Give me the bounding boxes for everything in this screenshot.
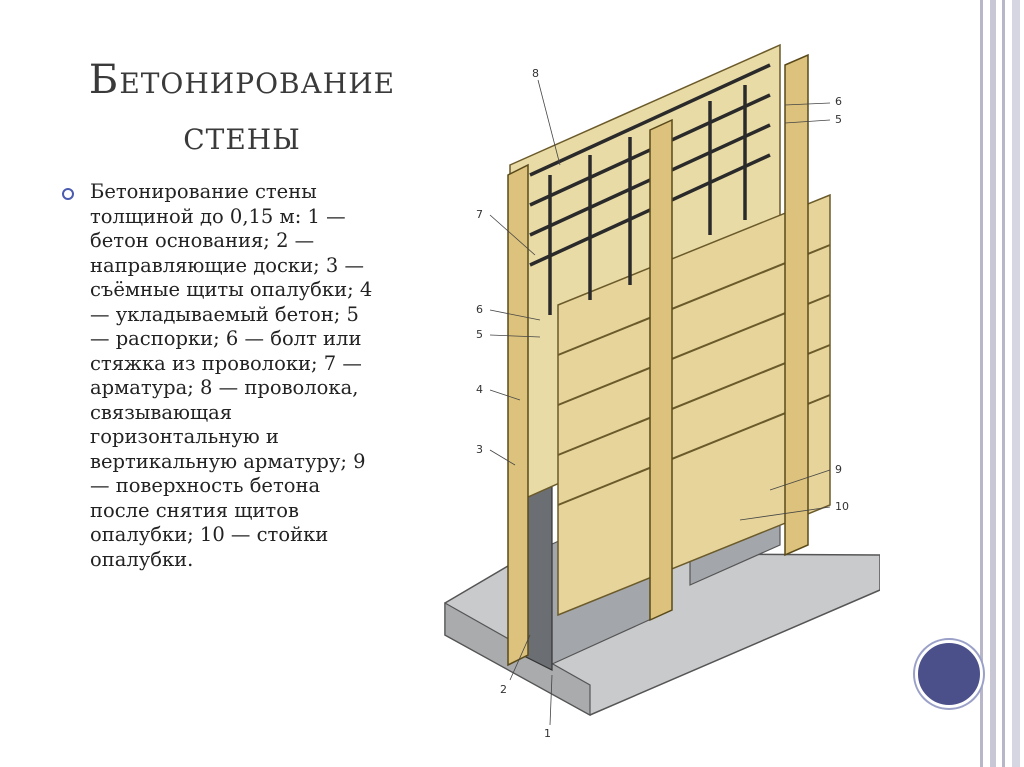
frame-line: [980, 0, 983, 767]
label-7: 7: [476, 208, 483, 221]
label-2: 2: [500, 683, 507, 696]
label-5: 5: [835, 113, 842, 126]
label-4: 4: [476, 383, 483, 396]
label-10: 10: [835, 500, 849, 513]
label-8: 8: [532, 67, 539, 80]
frame-line: [1012, 0, 1020, 767]
frame-line: [990, 0, 996, 767]
bullet-item: [62, 180, 380, 572]
frame-line: [1002, 0, 1005, 767]
label-1: 1: [544, 727, 551, 740]
label-6: 6: [835, 95, 842, 108]
bullet-text: Бетонирование стены толщиной до 0,15 м: 1 — бетон основания; 2 — направляющие доски; 3 — съёмные щиты опалубки; 4 — укладываемый бетон; 5 — распорки; 6 — болт или стяжка из проволоки; 7 — арматура; 8 — проволока, связывающая горизонтальную и вертикальную арматуру; 9 — поверхность бетона после снятия щитов опалубки; 10 — стойки опалубки.: [90, 180, 373, 571]
label-5: 5: [476, 328, 483, 341]
decorative-circle: [915, 640, 983, 708]
formwork-illustration: [440, 25, 880, 755]
label-9: 9: [835, 463, 842, 476]
bullet-list: [62, 180, 380, 572]
bullet-ring-icon: [62, 188, 74, 200]
label-6: 6: [476, 303, 483, 316]
label-3: 3: [476, 443, 483, 456]
slide-title: Бетонирование стены: [88, 57, 396, 159]
